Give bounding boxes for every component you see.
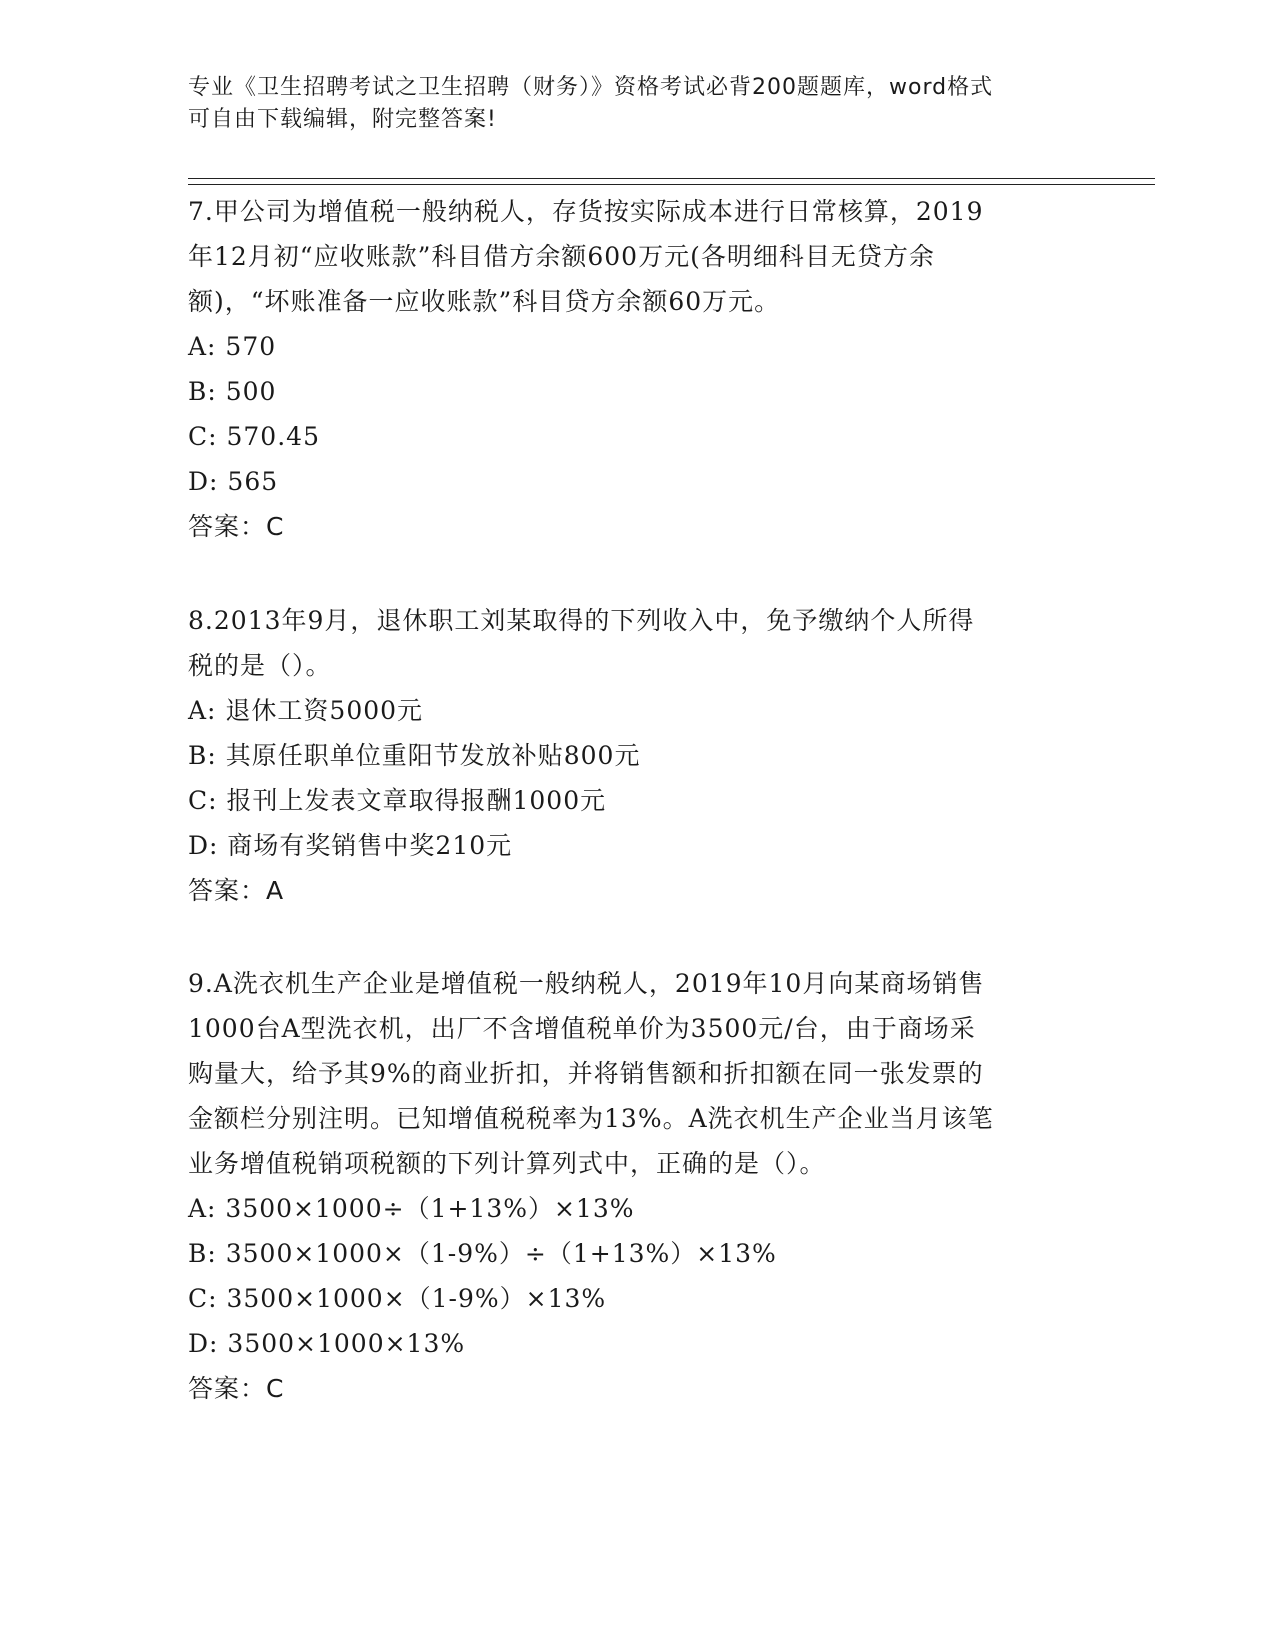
stem-line: 税的是（）。 <box>188 651 332 680</box>
option-b: B: 其原任职单位重阳节发放补贴800元 <box>188 741 641 770</box>
stem-line: 金额栏分别注明。已知增值税税率为13%。A洗衣机生产企业当月该笔 <box>188 1104 994 1133</box>
question-7 <box>188 189 1088 549</box>
option-c: C: 570.45 <box>188 422 320 451</box>
document-header <box>188 72 1088 136</box>
answer-line: 答案：A <box>188 876 285 905</box>
question-stem <box>188 961 1088 1186</box>
question-stem <box>188 598 1088 688</box>
stem-line: 7.甲公司为增值税一般纳税人，存货按实际成本进行日常核算，2019 <box>188 197 984 226</box>
header-divider-top <box>188 178 1155 179</box>
header-divider-bottom <box>188 184 1155 185</box>
header-line-2: 可自由下载编辑，附完整答案! <box>188 107 497 132</box>
stem-line: 8.2013年9月，退休职工刘某取得的下列收入中，免予缴纳个人所得 <box>188 606 975 635</box>
stem-line: 业务增值税销项税额的下列计算列式中，正确的是（）。 <box>188 1149 826 1178</box>
option-c: C: 3500×1000×（1-9%）×13% <box>188 1284 607 1313</box>
question-9 <box>188 961 1088 1411</box>
question-8 <box>188 598 1088 913</box>
answer-line: 答案：C <box>188 1374 285 1403</box>
option-c: C: 报刊上发表文章取得报酬1000元 <box>188 786 607 815</box>
stem-line: 年12月初“应收账款”科目借方余额600万元(各明细科目无贷方余 <box>188 242 935 271</box>
stem-line: 购量大，给予其9%的商业折扣，并将销售额和折扣额在同一张发票的 <box>188 1059 984 1088</box>
option-b: B: 500 <box>188 377 277 406</box>
option-a: A: 退休工资5000元 <box>188 696 424 725</box>
option-b: B: 3500×1000×（1-9%）÷（1+13%）×13% <box>188 1239 777 1268</box>
stem-line: 9.A洗衣机生产企业是增值税一般纳税人，2019年10月向某商场销售 <box>188 969 985 998</box>
option-a: A: 3500×1000÷（1+13%）×13% <box>188 1194 635 1223</box>
answer-line: 答案：C <box>188 512 285 541</box>
option-d: D: 3500×1000×13% <box>188 1329 466 1358</box>
option-d: D: 565 <box>188 467 279 496</box>
stem-line: 额)，“坏账准备一应收账款”科目贷方余额60万元。 <box>188 287 781 316</box>
question-stem <box>188 189 1088 324</box>
stem-line: 1000台A型洗衣机，出厂不含增值税单价为3500元/台，由于商场采 <box>188 1014 976 1043</box>
header-line-1: 专业《卫生招聘考试之卫生招聘（财务）》资格考试必背200题题库，word格式 <box>188 75 994 100</box>
option-a: A: 570 <box>188 332 277 361</box>
option-d: D: 商场有奖销售中奖210元 <box>188 831 513 860</box>
